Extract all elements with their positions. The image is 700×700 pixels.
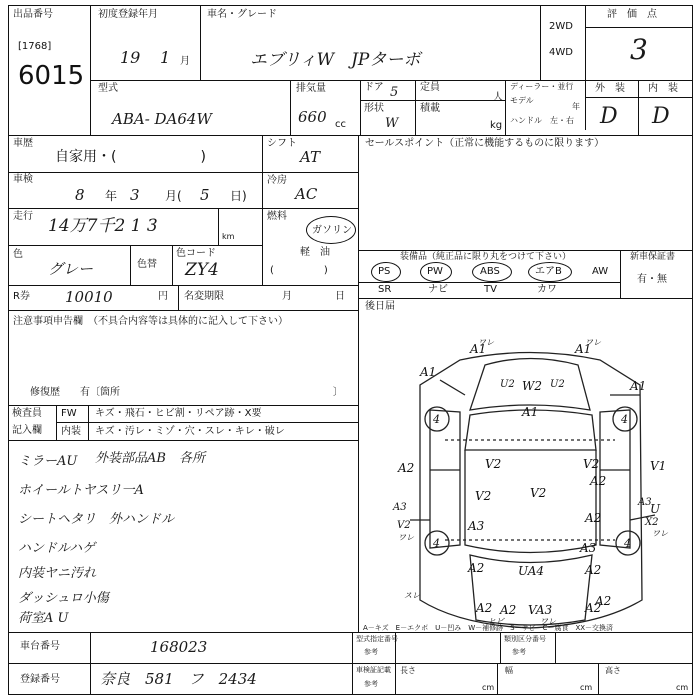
equip-ps: PS [378, 266, 391, 277]
note-line: ダッシュロ小傷 [18, 591, 109, 606]
size-label: 車検証記載 [356, 666, 391, 674]
mark-va3: VA3 [528, 603, 553, 617]
fuel-label: 燃料 [267, 211, 287, 222]
recycle-value: 10010 [65, 288, 113, 306]
equip-navi: ナビ [428, 284, 448, 295]
mark-v2: V2 [485, 457, 502, 471]
capacity-label: 定員 [420, 82, 440, 93]
equip-aw: AW [592, 266, 609, 277]
shift-label: シフト [267, 138, 297, 149]
exterior-grade: D [600, 104, 618, 129]
note-line: ミラーAU [18, 454, 78, 469]
model-year-unit: 年 [572, 102, 580, 111]
post-label: 後日届 [365, 301, 395, 312]
type-value: ABA- DA64W [112, 110, 212, 128]
mark-ware: ワレ [540, 617, 556, 626]
notes-label: 注意事項申告欄 （不具合内容等は具体的に記入して下さい） [13, 316, 288, 327]
mark-wheel-4: 4 [433, 537, 440, 550]
mark-a2: A2 [585, 601, 602, 615]
lot-code: [1768] [18, 41, 52, 52]
doors-label: ドア [364, 82, 384, 93]
displacement-label: 排気量 [296, 83, 326, 94]
name-change-label: 名変期限 [184, 291, 224, 302]
mark-v2: V2 [583, 457, 600, 471]
first-reg-month-unit: 月 [180, 56, 190, 67]
reg-label: 登録番号 [20, 674, 60, 685]
entry-label: 記入欄 [12, 425, 42, 436]
size-ref: 参考 [364, 680, 378, 688]
inspection-year: 8 [75, 186, 85, 204]
rating-label: 評 価 点 [607, 9, 657, 20]
mark-u2: U2 [550, 379, 565, 390]
inspection-label: 車検 [13, 174, 33, 185]
chassis-label: 車台番号 [20, 641, 60, 652]
shift-value: AT [300, 148, 321, 166]
mark-wheel-4: 4 [621, 413, 628, 426]
mark-ware: ワレ [585, 338, 601, 347]
displacement-unit: cc [335, 119, 346, 130]
reg-value: 奈良 581 フ 2434 [100, 670, 257, 688]
interior-inspect-label: 内装 [61, 426, 81, 437]
recycle-unit: 円 [158, 291, 168, 302]
height-label: 高さ [605, 666, 621, 675]
length-label: 長さ [400, 666, 416, 675]
mark-w2: W2 [522, 379, 542, 393]
fw-items: キズ・飛石・ヒビ割・リペア跡・X要 [95, 408, 262, 419]
inspector-label: 検査員 [12, 408, 42, 419]
equip-abs: ABS [480, 266, 500, 277]
doors-value: 5 [390, 85, 399, 100]
mark-a1: A1 [420, 365, 437, 379]
fw-label: FW [61, 408, 77, 419]
mark-a1: A1 [470, 342, 487, 356]
equip-tv: TV [484, 284, 497, 295]
shape-value: W [385, 116, 399, 131]
warranty-value: 有・無 [637, 274, 667, 285]
rating-value: 3 [630, 33, 648, 66]
drive-4wd: 4WD [549, 47, 573, 58]
mark-wheel-4: 4 [624, 537, 631, 550]
mark-v1: V1 [650, 459, 667, 473]
handle-label: ハンドル 左・右 [510, 116, 574, 125]
width-label: 幅 [505, 666, 513, 675]
exterior-label: 外 装 [595, 83, 625, 94]
mark-a3: A3 [580, 541, 597, 555]
mark-ware: ワレ [478, 338, 494, 347]
mark-a3: A3 [638, 497, 652, 508]
load-label: 積載 [420, 103, 440, 114]
warranty-label: 新車保証書 [630, 252, 676, 262]
mark-a3: A3 [393, 502, 407, 513]
mark-hibi: ヒビ [488, 617, 504, 626]
note-line: シートヘタリ 外ハンドル [18, 512, 175, 527]
mark-sure: スレ [404, 591, 420, 600]
mark-a2: A2 [595, 594, 612, 608]
mark-u2: U2 [500, 379, 515, 390]
capacity-unit: 人 [493, 92, 503, 103]
mark-a3: A3 [468, 519, 485, 533]
color-label: 色 [13, 249, 23, 260]
equip-sr: SR [378, 284, 392, 295]
interior-grade: D [652, 104, 670, 129]
mark-a2: A2 [585, 563, 602, 577]
load-unit: kg [490, 120, 503, 131]
name-change-month: 月 [282, 291, 292, 302]
recycle-label: R券 [13, 291, 30, 302]
mark-v2: V2 [475, 489, 492, 503]
equip-pw: PW [427, 266, 443, 277]
model-label: 車名・グレード [207, 9, 277, 20]
mark-a2: A2 [585, 511, 602, 525]
damage-legend: A－キズ E－エクボ U－凹み W－補修跡 S－サビ C－腐食 XX－交換済 [363, 624, 614, 632]
mark-a2: A2 [500, 603, 517, 617]
mark-a2: A2 [398, 461, 415, 475]
type-label: 型式 [98, 83, 118, 94]
width-unit: cm [580, 683, 593, 692]
paint-label: 色替 [137, 259, 157, 270]
name-change-day: 日 [335, 291, 345, 302]
inspection-day-unit: 日) [230, 189, 247, 203]
fuel-other: ( ) [270, 265, 328, 276]
mark-v2: V2 [530, 486, 547, 500]
note-line: ハンドルハゲ [18, 541, 96, 556]
model-name: エブリィW JPターボ [250, 50, 421, 70]
mark-a1: A1 [575, 342, 592, 356]
sales-label: セールスポイント（正常に機能するものに限ります） [365, 138, 605, 149]
first-reg-year: 19 [120, 48, 141, 67]
first-reg-month: 1 [160, 48, 171, 67]
mark-a2: A2 [590, 474, 607, 488]
shape-label: 形状 [364, 103, 384, 114]
chassis-value: 168023 [150, 638, 208, 656]
color-value: グレー [48, 260, 94, 278]
history-label: 車歴 [13, 138, 33, 149]
equipment-label: 装備品（純正品に限り丸をつけて下さい） [400, 252, 572, 262]
mark-a2: A2 [468, 561, 485, 575]
model-year-label: モデル [510, 96, 534, 105]
interior-items: キズ・汚レ・ミゾ・穴・スレ・キレ・破レ [95, 426, 285, 437]
note-line: 内装ヤニ汚れ [18, 566, 97, 581]
mark-wheel-4: 4 [433, 413, 440, 426]
interior-label: 内 装 [648, 83, 678, 94]
inspection-month-unit: 月( [165, 189, 182, 203]
lot-number: 6015 [18, 61, 85, 91]
mark-ware: ワレ [652, 529, 668, 538]
displacement-value: 660 [298, 108, 327, 126]
fuel-diesel: 軽 油 [300, 247, 330, 258]
repair-close: 〕 [333, 387, 343, 398]
mark-u: U [650, 502, 661, 516]
note-line: 荷室A U [18, 611, 69, 626]
first-reg-label: 初度登録年月 [98, 9, 158, 20]
class-ref: 参考 [512, 648, 526, 656]
history-value: 自家用・( ) [55, 149, 206, 165]
mark-ware: ワレ [398, 533, 414, 542]
equip-leather: カワ [537, 284, 557, 295]
note-line: 外装部品AB 各所 [95, 451, 205, 466]
mark-v2: V2 [397, 520, 411, 531]
height-unit: cm [676, 683, 689, 692]
inspection-month: 3 [130, 186, 140, 204]
repair-label: 修復歴 有〔箇所 [30, 387, 120, 398]
lot-label: 出品番号 [13, 9, 53, 20]
mileage-unit: km [222, 232, 235, 241]
mileage-value: 14万7千2 1 3 [48, 216, 158, 236]
mark-a2: A2 [476, 601, 493, 615]
mark-a1: A1 [522, 405, 539, 419]
inspection-day: 5 [200, 186, 210, 204]
mark-a1: A1 [630, 379, 647, 393]
note-line: ホイールトヤスリ一A [18, 483, 144, 498]
color-code-value: ZY4 [185, 260, 219, 280]
approval-label: 型式指定番号 [356, 635, 398, 643]
inspection-year-unit: 年 [105, 189, 118, 203]
length-unit: cm [482, 683, 495, 692]
drive-2wd: 2WD [549, 21, 573, 32]
fuel-gas: ガソリン [312, 225, 352, 236]
equip-airbag: エアB [535, 266, 562, 277]
color-code-label: 色コード [176, 248, 216, 259]
dealer-label: ディーラー・並行 [510, 82, 574, 91]
class-label: 類別区分番号 [504, 635, 546, 643]
ac-label: 冷房 [267, 175, 287, 186]
mileage-label: 走行 [13, 211, 33, 222]
mark-ua4: UA4 [518, 564, 545, 578]
approval-ref: 参考 [364, 648, 378, 656]
ac-value: AC [295, 185, 318, 203]
mark-x2: X2 [645, 517, 659, 528]
